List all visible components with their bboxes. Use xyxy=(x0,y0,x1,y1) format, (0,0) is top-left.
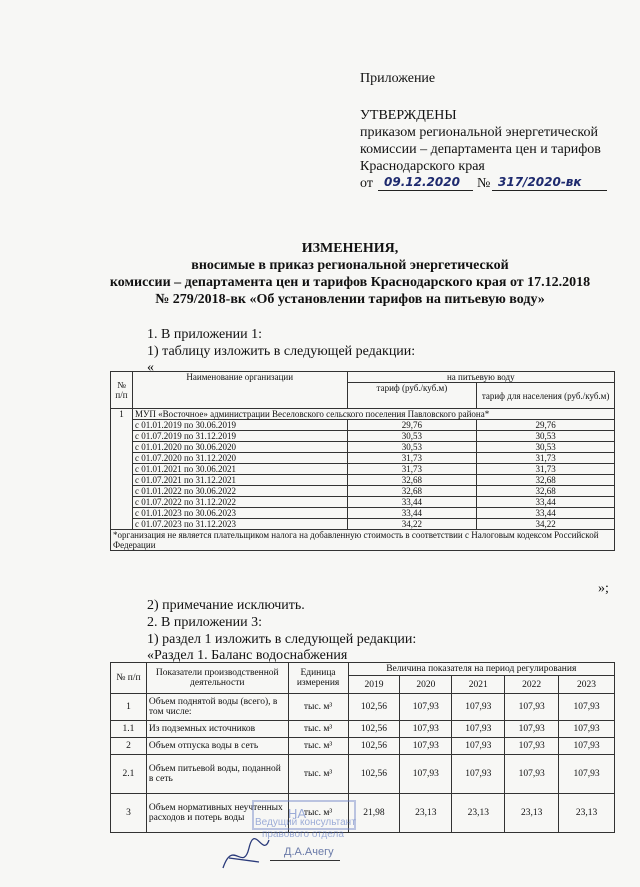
paragraph-4: 2. В приложении 3: xyxy=(147,615,263,630)
row-unit-cell: тыс. м³ xyxy=(288,694,348,721)
stamp-text-3: правового отдела xyxy=(262,829,344,840)
water-balance-table xyxy=(110,662,615,833)
table-row xyxy=(111,694,615,721)
tariff-cell: 32,68 xyxy=(347,486,477,497)
pop-tariff-cell: 33,44 xyxy=(477,497,615,508)
table-row xyxy=(111,755,615,794)
row-name-cell: Из подземных источников xyxy=(146,721,288,738)
row-name-cell: Объем отпуска воды в сеть xyxy=(146,738,288,755)
th-org: Наименование организации xyxy=(132,372,347,409)
approval-line-2: комиссии – департамента цен и тарифов xyxy=(360,142,601,157)
pop-tariff-cell: 31,73 xyxy=(477,453,615,464)
th2-unit: Единица измерения xyxy=(288,663,348,694)
pop-tariff-cell: 30,53 xyxy=(477,442,615,453)
value-cell: 107,93 xyxy=(400,738,452,755)
pop-tariff-cell: 30,53 xyxy=(477,431,615,442)
tariff-table xyxy=(110,371,615,551)
value-cell: 102,56 xyxy=(348,738,400,755)
tax-note: *организация не является плательщиком налога на добавленную стоимость в соответствии с Налоговым кодексом Российской Федерации xyxy=(111,530,615,551)
doc-title: ИЗМЕНЕНИЯ, xyxy=(301,241,399,256)
row-name-cell: Объем поднятой воды (всего), в том числе: xyxy=(146,694,288,721)
value-cell: 107,93 xyxy=(452,694,505,721)
table-row xyxy=(111,464,615,475)
date-prefix: от xyxy=(360,176,373,191)
signature-scribble xyxy=(215,828,275,878)
th2-year: 2020 xyxy=(400,676,452,694)
row-unit-cell: тыс. м³ xyxy=(288,721,348,738)
row-num: 1 xyxy=(111,409,133,530)
table-row xyxy=(111,442,615,453)
th2-group: Величина показателя на период регулирования xyxy=(348,663,614,676)
pop-tariff-cell: 32,68 xyxy=(477,475,615,486)
th2-num: № п/п xyxy=(111,663,147,694)
table-row xyxy=(111,794,615,833)
value-cell: 107,93 xyxy=(559,721,615,738)
period-cell: с 01.01.2022 по 30.06.2022 xyxy=(132,486,347,497)
row-num-cell: 2 xyxy=(111,738,147,755)
value-cell: 23,13 xyxy=(505,794,559,833)
tariff-cell: 34,22 xyxy=(347,519,477,530)
signature-line xyxy=(270,860,340,861)
quote-open: « xyxy=(147,360,154,375)
period-cell: с 01.07.2023 по 31.12.2023 xyxy=(132,519,347,530)
tariff-cell: 33,44 xyxy=(347,497,477,508)
table-row xyxy=(111,475,615,486)
table-row xyxy=(111,420,615,431)
value-cell: 107,93 xyxy=(505,738,559,755)
number-prefix: № xyxy=(477,176,491,191)
date-handwritten: 09.12.2020 xyxy=(384,175,460,189)
period-cell: с 01.01.2021 по 30.06.2021 xyxy=(132,464,347,475)
th-tariff: тариф (руб./куб.м) xyxy=(347,383,477,409)
th2-year: 2019 xyxy=(348,676,400,694)
th2-year: 2022 xyxy=(505,676,559,694)
appendix-label: Приложение xyxy=(360,71,436,86)
signer-name: Д.А.Ачегу xyxy=(284,846,334,858)
th2-name: Показатели производственной деятельности xyxy=(146,663,288,694)
value-cell: 107,93 xyxy=(505,721,559,738)
number-handwritten: 317/2020-вк xyxy=(498,175,582,189)
table-row xyxy=(111,497,615,508)
period-cell: с 01.07.2021 по 31.12.2021 xyxy=(132,475,347,486)
org-name: МУП «Восточное» администрации Веселовского сельского поселения Павловского района* xyxy=(132,409,614,420)
value-cell: 23,13 xyxy=(452,794,505,833)
value-cell: 107,93 xyxy=(559,755,615,794)
period-cell: с 01.01.2019 по 30.06.2019 xyxy=(132,420,347,431)
date-underline xyxy=(378,190,473,191)
tariff-cell: 29,76 xyxy=(347,420,477,431)
row-unit-cell: тыс. м³ xyxy=(288,755,348,794)
paragraph-3: 2) примечание исключить. xyxy=(147,598,305,613)
table-row xyxy=(111,431,615,442)
th2-year: 2023 xyxy=(559,676,615,694)
stamp-text-2: Ведущий консультант xyxy=(255,817,356,828)
value-cell: 107,93 xyxy=(505,694,559,721)
number-underline xyxy=(492,190,607,191)
value-cell: 107,93 xyxy=(559,694,615,721)
tariff-cell: 32,68 xyxy=(347,475,477,486)
paragraph-6: «Раздел 1. Баланс водоснабжения xyxy=(147,648,348,663)
pop-tariff-cell: 31,73 xyxy=(477,464,615,475)
value-cell: 107,93 xyxy=(452,755,505,794)
value-cell: 102,56 xyxy=(348,721,400,738)
stamp-text-1: НА xyxy=(288,806,307,821)
doc-title-line-1: вносимые в приказ региональной энергетической xyxy=(191,258,509,273)
approved-label: УТВЕРЖДЕНЫ xyxy=(360,108,457,123)
value-cell: 107,93 xyxy=(400,755,452,794)
th2-year: 2021 xyxy=(452,676,505,694)
th-group: на питьевую воду xyxy=(347,372,614,383)
table-row xyxy=(111,519,615,530)
table-row xyxy=(111,738,615,755)
paragraph-5: 1) раздел 1 изложить в следующей редакции: xyxy=(147,632,417,647)
period-cell: с 01.07.2020 по 31.12.2020 xyxy=(132,453,347,464)
period-cell: с 01.07.2022 по 31.12.2022 xyxy=(132,497,347,508)
tariff-cell: 31,73 xyxy=(347,453,477,464)
value-cell: 102,56 xyxy=(348,755,400,794)
row-name-cell: Объем нормативных неучтенных расходов и потерь воды xyxy=(146,794,288,833)
approval-line-3: Краснодарского края xyxy=(360,159,485,174)
pop-tariff-cell: 33,44 xyxy=(477,508,615,519)
row-num-cell: 2.1 xyxy=(111,755,147,794)
value-cell: 107,93 xyxy=(400,694,452,721)
row-num-cell: 1.1 xyxy=(111,721,147,738)
period-cell: с 01.07.2019 по 31.12.2019 xyxy=(132,431,347,442)
table-row xyxy=(111,486,615,497)
doc-title-line-3: № 279/2018-вк «Об установлении тарифов на питьевую воду» xyxy=(155,292,545,307)
value-cell: 21,98 xyxy=(348,794,400,833)
value-cell: 107,93 xyxy=(452,721,505,738)
th-tariff-population: тариф для населения (руб./куб.м) xyxy=(477,383,615,409)
tariff-cell: 30,53 xyxy=(347,442,477,453)
value-cell: 102,56 xyxy=(348,694,400,721)
value-cell: 23,13 xyxy=(559,794,615,833)
th-num: № п/п xyxy=(111,372,133,409)
period-cell: с 01.01.2020 по 30.06.2020 xyxy=(132,442,347,453)
pop-tariff-cell: 34,22 xyxy=(477,519,615,530)
row-num-cell: 1 xyxy=(111,694,147,721)
table-row xyxy=(111,453,615,464)
tariff-cell: 33,44 xyxy=(347,508,477,519)
value-cell: 107,93 xyxy=(505,755,559,794)
pop-tariff-cell: 29,76 xyxy=(477,420,615,431)
period-cell: с 01.01.2023 по 30.06.2023 xyxy=(132,508,347,519)
paragraph-1: 1. В приложении 1: xyxy=(147,327,263,342)
pop-tariff-cell: 32,68 xyxy=(477,486,615,497)
row-name-cell: Объем питьевой воды, поданной в сеть xyxy=(146,755,288,794)
value-cell: 107,93 xyxy=(559,738,615,755)
tariff-cell: 31,73 xyxy=(347,464,477,475)
quote-close: »; xyxy=(598,581,609,596)
row-unit-cell: тыс. м³ xyxy=(288,794,348,833)
value-cell: 107,93 xyxy=(400,721,452,738)
table-row xyxy=(111,508,615,519)
approval-line-1: приказом региональной энергетической xyxy=(360,125,598,140)
value-cell: 107,93 xyxy=(452,738,505,755)
tariff-cell: 30,53 xyxy=(347,431,477,442)
table-row xyxy=(111,721,615,738)
value-cell: 23,13 xyxy=(400,794,452,833)
paragraph-2: 1) таблицу изложить в следующей редакции: xyxy=(147,344,416,359)
row-unit-cell: тыс. м³ xyxy=(288,738,348,755)
doc-title-line-2: комиссии – департамента цен и тарифов Краснодарского края от 17.12.2018 xyxy=(109,275,591,290)
row-num-cell: 3 xyxy=(111,794,147,833)
